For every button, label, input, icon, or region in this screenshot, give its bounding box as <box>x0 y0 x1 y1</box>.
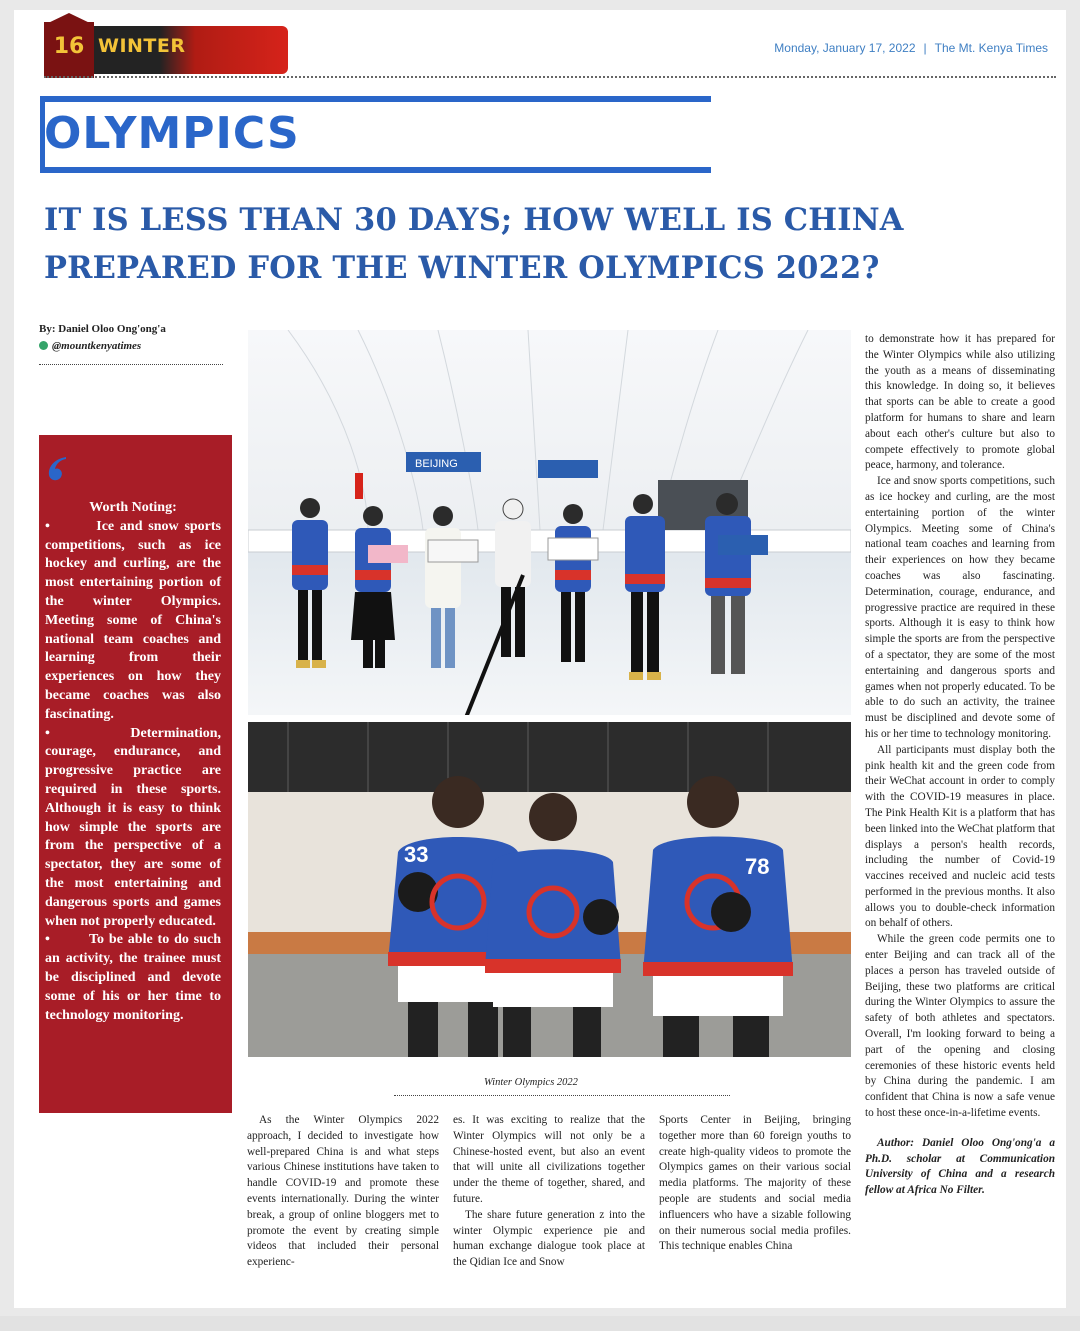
jersey-number-right: 78 <box>745 854 770 879</box>
article-column-1 <box>247 1113 439 1271</box>
article-paragraph: to demonstrate how it has prepared for the Winter Olympics while also utilizing the youth as a means of disseminating this knowledge. In doing so, it believes that sports can be able to create a good platform for humans to share and learn about each other's culture but also to compete effectively to promote global peace, harmony, and tolerance. <box>865 333 1055 472</box>
background-strip <box>0 1316 1080 1331</box>
dateline-separator: | <box>923 41 927 55</box>
byline-rule <box>39 364 223 365</box>
jersey-number-left: 33 <box>404 842 429 867</box>
photo-ice-rink-illustration <box>248 330 851 715</box>
photo-ice-rink-group <box>248 330 851 715</box>
article-paragraph: The share future generation z into the winter Olympic experience pie and human exchange dialogue took place at the Qidian Ice and Snow <box>453 1208 645 1269</box>
sidebar-point-text: To be able to do such an activity, the trainee must be disciplined and devote some of his or her time to technology monitoring. <box>45 932 222 1023</box>
quote-mark-icon <box>46 455 68 483</box>
section-label: WINTER <box>98 35 186 57</box>
article-paragraph: Ice and snow sports competitions, such as ice hockey and curling, are the most entertaining portion of the winter Olympics. Meeting some of China's national team coaches and learning from their experiences on how they became coaches was also fascinating. Determination, courage, endurance, and progressive practice are required in these sports. Although it is easy to think how simple the sports are from the perspective of a spectator, they are some of the most entertaining and dangerous sports and games when not properly educated. To be able to do such an activity, the trainee must be disciplined and devote some of his or her time to technology monitoring. <box>865 475 1055 740</box>
article-column-3 <box>659 1113 851 1255</box>
rink-sign-text: BEIJING <box>415 458 458 470</box>
article-paragraph: All participants must display both the pink health kit and the green code from their WeChat account in order to comply with the COVID-19 measures in place. The Pink Health Kit is a platform that has been linked into the WeChat platform that displays a person's health records, including the number of Covid-19 vaccines received and nucleic acid tests performed in the previous months. It also allows you to double-check information on behalf of others. <box>865 743 1055 930</box>
sidebar-point: • To be able to do such an activity, the trainee must be disciplined and devote some of his or her time to technology monitoring. <box>45 932 222 1023</box>
caption-rule <box>394 1095 730 1096</box>
photo-locker-room-illustration <box>248 722 851 1057</box>
handle-text: @mountkenyatimes <box>52 340 142 352</box>
verified-icon <box>39 341 48 350</box>
issue-date: Monday, January 17, 2022 <box>774 41 916 55</box>
header-rule <box>44 76 1056 78</box>
photo-caption: Winter Olympics 2022 <box>484 1077 578 1088</box>
title-band-text: OLYMPICS <box>44 108 300 159</box>
article-paragraph: As the Winter Olympics 2022 approach, I decided to investigate how well-prepared China is and what steps various Chinese institutions have taken to handle COVID-19 and promote these events internationally. During the winter break, a group of online bloggers met to promote the event by creating simple videos that included their personal experienc- <box>247 1114 439 1269</box>
byline-handle <box>39 340 141 352</box>
article-paragraph: While the green code permits one to enter Beijing and can track all of the places a person has traveled outside of Beijing, these two platforms are critical during the Winter Olympics to assure the safety of both athletes and spectators. Overall, I'm looking forward to being a part of the opening and closing ceremonies of these historic events held by China during the pandemic. I am confident that China is now a safe venue to host these once-in-a-lifetime events. <box>865 933 1055 1120</box>
photo-locker-room-trio <box>248 722 851 1057</box>
author-note: Author: Daniel Oloo Ong'ong'a a Ph.D. scholar at Communication University of China and a research fellow at Africa No Filter. <box>865 1136 1055 1197</box>
headline: IT IS LESS THAN 30 DAYS; HOW WELL IS CHINA PREPARED FOR THE WINTER OLYMPICS 2022? <box>44 202 904 286</box>
article-column-2 <box>453 1113 645 1271</box>
sidebar-point: • Determination, courage, endurance, and progressive practice are required in these sports. Although it is easy to think how simple the sports are from the perspective of a spectator, they are some of the most entertaining and dangerous sports and games when not properly educated. <box>45 725 221 929</box>
sidebar-body <box>45 499 221 1025</box>
article-column-4 <box>865 332 1055 1199</box>
article-paragraph: es. It was exciting to realize that the Winter Olympics will not only be a Chinese-hosted event, but also an event that will unite all civilizations together under the theme of together, shared, and future. <box>453 1114 645 1205</box>
article-paragraph: Sports Center in Beijing, bringing together more than 60 foreign youths to create high-quality videos to promote the Olympics games on their various social media platforms. The majority of these people are students and social media influencers who have a sizable following on their numerous social media profiles. This technique enables China <box>659 1114 851 1253</box>
worth-noting-sidebar <box>39 435 232 1113</box>
sidebar-point-text: Ice and snow sports competitions, such as ice hockey and curling, are the most entertaining portion of the winter Olympics. Meeting some of China's national team coaches and learning from their experiences on how they became coaches was also fascinating. <box>45 518 221 722</box>
dateline <box>774 41 1048 55</box>
sidebar-point-text: Determination, courage, endurance, and progressive practice are required in these sports. Although it is easy to think how simple the sports are from the perspective of a spectator, they are some of the most entertaining and dangerous sports and games when not properly educated. <box>45 725 221 929</box>
publication-name: The Mt. Kenya Times <box>934 41 1048 55</box>
sidebar-heading: Worth Noting: <box>89 500 177 515</box>
page-number: 16 <box>53 34 85 59</box>
sidebar-point: • Ice and snow sports competitions, such as ice hockey and curling, are the most entertaining portion of the winter Olympics. Meeting some of China's national team coaches and learning from their experiences on how they became coaches was also fascinating. <box>45 518 221 722</box>
byline-author: By: Daniel Oloo Ong'ong'a <box>39 323 166 335</box>
newspaper-page <box>14 10 1066 1308</box>
